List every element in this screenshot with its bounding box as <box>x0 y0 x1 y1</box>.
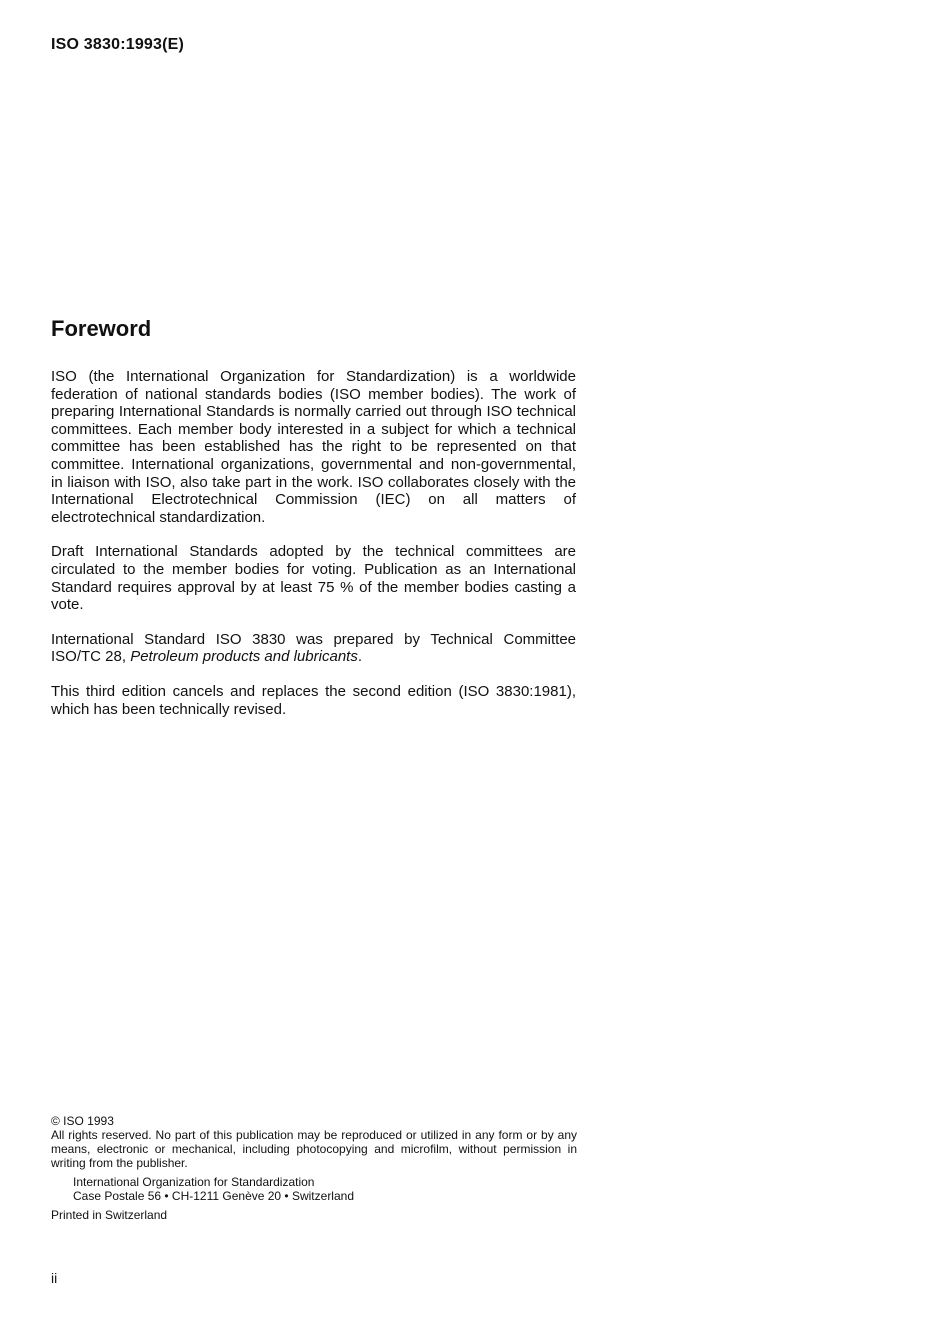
foreword-title: Foreword <box>51 316 152 341</box>
paragraph-3-prefix: International Standard ISO 3830 was prepared by Technical Committee ISO/TC 28, <box>51 630 576 666</box>
paragraph-3-suffix: . <box>357 648 362 666</box>
copyright-block <box>51 1114 577 1222</box>
rights-statement: All rights reserved. No part of this publication may be reproduced or utilized in any form or by any means, electronic or mechanical, including photocopying and microfilm, without permission in writing from the publisher. <box>51 1128 577 1170</box>
foreword-paragraph-4: This third edition cancels and replaces the second edition (ISO 3830:1981), which has been technically revised. <box>51 682 576 718</box>
document-id-header: ISO 3830:1993(E) <box>51 36 185 53</box>
printed-in: Printed in Switzerland <box>51 1208 168 1222</box>
committee-title: Petroleum products and lubricants <box>130 648 358 666</box>
foreword-paragraph-2: Draft International Standards adopted by the technical committees are circulated to the member bodies for voting. Publication as an International Standard requires approval by at least 75 % of the member bodies casting a vote. <box>51 543 576 614</box>
organization-address: Case Postale 56 • CH-1211 Genève 20 • Switzerland <box>73 1189 354 1203</box>
publisher-address <box>73 1175 577 1203</box>
copyright-notice: © ISO 1993 <box>51 1114 114 1128</box>
page-number: ii <box>51 1270 58 1286</box>
foreword-body <box>51 368 576 735</box>
foreword-paragraph-3 <box>51 631 576 666</box>
organization-name: International Organization for Standardization <box>73 1175 315 1189</box>
foreword-paragraph-1: ISO (the International Organization for Standardization) is a worldwide federation of national standards bodies (ISO member bodies). The work of preparing International Standards is normally carried out through ISO technical committees. Each member body interested in a subject for which a technical committee has been established has the right to be represented on that committee. International organizations, governmental and non-governmental, in liaison with ISO, also take part in the work. ISO collaborates closely with the International Electrotechnical Commission (IEC) on all matters of electrotechnical standardization. <box>51 368 576 526</box>
